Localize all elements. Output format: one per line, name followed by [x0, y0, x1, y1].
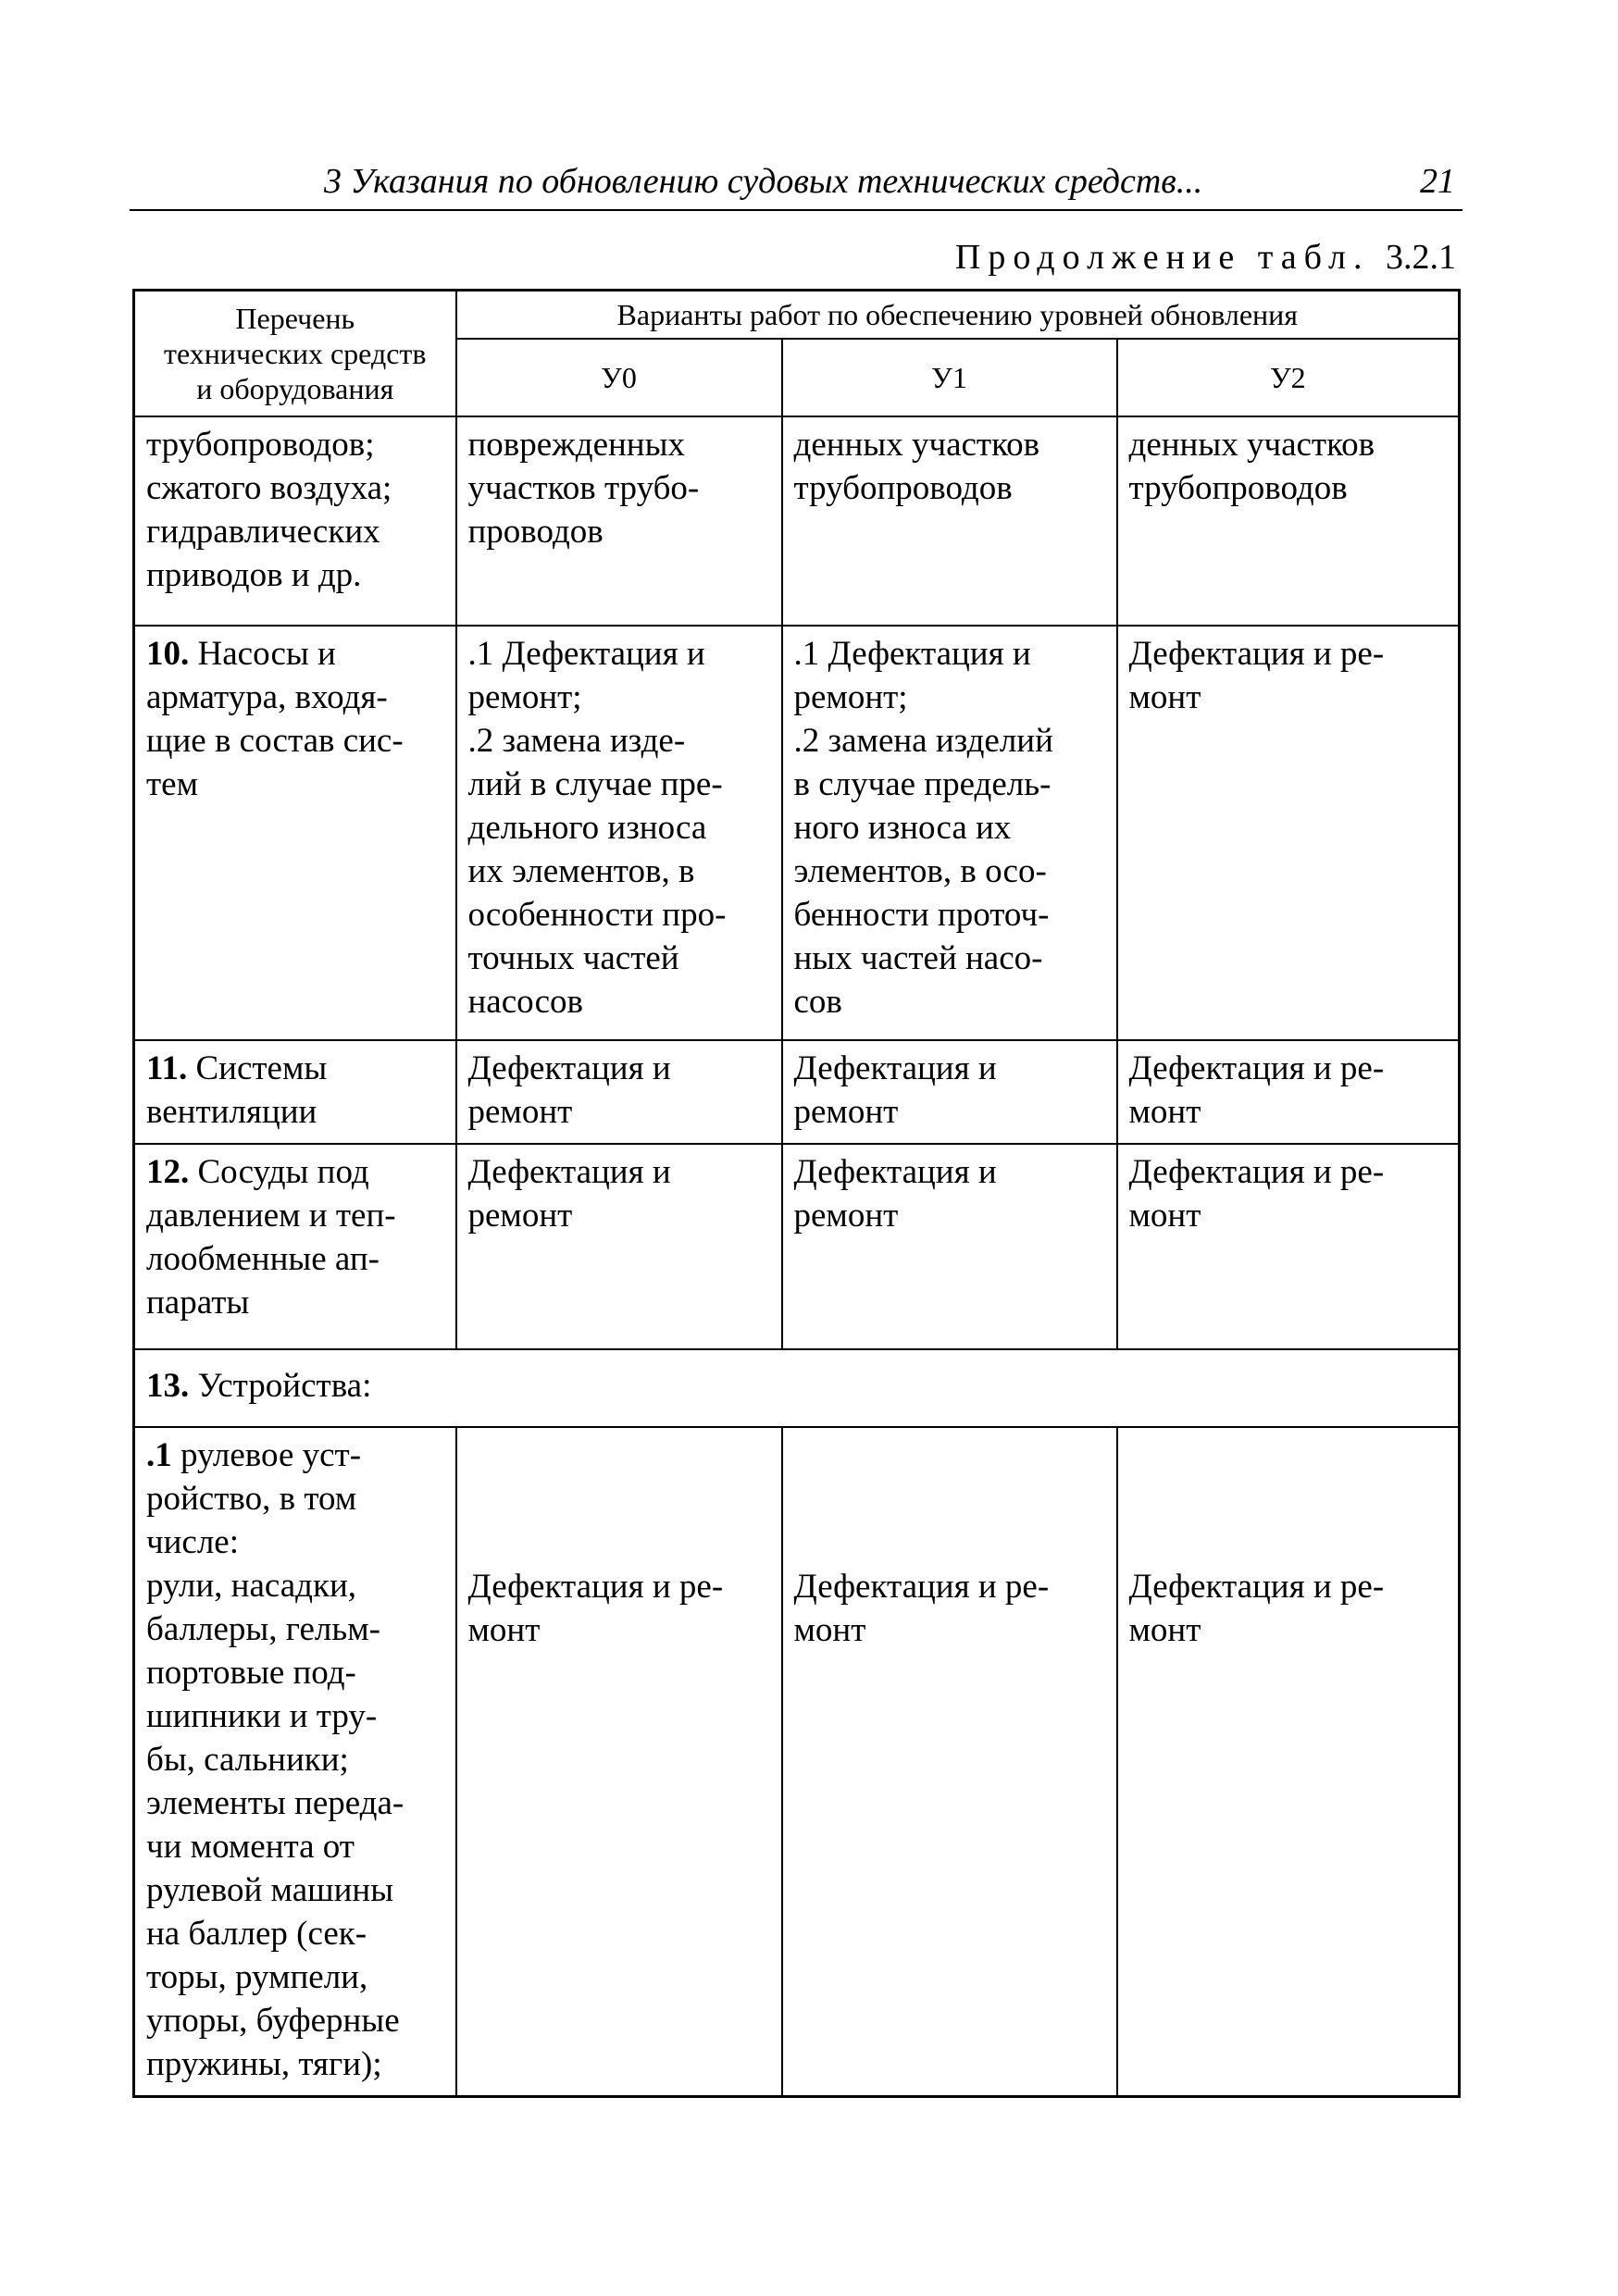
section-number: 13.: [146, 1367, 190, 1405]
col-header-equipment: Перечень технических средств и оборудования: [134, 291, 456, 416]
col-header-u2: У2: [1117, 339, 1460, 416]
u2-cell: Дефектация и ре- монт: [1117, 1144, 1460, 1349]
item-text: Насосы и арматура, входя- щие в состав сис- тем: [146, 634, 404, 803]
section-row: [134, 1349, 1460, 1427]
u1-cell: Дефектация и ре- монт: [782, 1427, 1117, 2097]
running-header-title: 3 Указания по обновлению судовых технических средств...: [324, 162, 1203, 201]
u0-cell: поврежденных участков трубо- проводов: [456, 416, 782, 626]
u0-cell: Дефектация и ремонт: [456, 1040, 782, 1144]
u2-cell: Дефектация и ре- монт: [1117, 1427, 1460, 2097]
u0-cell: .1 Дефектация и ремонт; .2 замена изде- лий в случае пре- дельного износа их элементов, в особенности про- точных частей насосов: [456, 626, 782, 1040]
table-row: [134, 416, 1460, 626]
u0-cell: Дефектация и ремонт: [456, 1144, 782, 1349]
section-cell: [134, 1349, 1460, 1427]
table-row: [134, 1040, 1460, 1144]
u1-cell: Дефектация и ремонт: [782, 1144, 1117, 1349]
table-continuation-label: [955, 237, 1456, 278]
u2-cell: Дефектация и ре- монт: [1117, 626, 1460, 1040]
item-text: Системы вентиляции: [146, 1049, 328, 1131]
item-text: трубопроводов; сжатого воздуха; гидравлических приводов и др.: [146, 425, 392, 594]
renovation-table: [132, 289, 1461, 2098]
continuation-text: Продолжение табл.: [954, 238, 1370, 277]
table-row: [134, 626, 1460, 1040]
col-header-u1: У1: [782, 339, 1117, 416]
table-row: [134, 1144, 1460, 1349]
item-number: 12.: [146, 1152, 190, 1191]
col-header-u0: У0: [456, 339, 782, 416]
u1-cell: .1 Дефектация и ремонт; .2 замена изделий в случае предель- ного износа их элементов, в осо- бенности проточ- ных частей насо- сов: [782, 626, 1117, 1040]
u2-cell: денных участков трубопроводов: [1117, 416, 1460, 626]
col-header-variants: Варианты работ по обеспечению уровней обновления: [456, 291, 1460, 339]
item-number: .1: [146, 1435, 172, 1474]
table-number: 3.2.1: [1386, 238, 1456, 277]
u2-cell: Дефектация и ре- монт: [1117, 1040, 1460, 1144]
u1-cell: Дефектация и ремонт: [782, 1040, 1117, 1144]
page-number: 21: [1420, 162, 1455, 201]
item-cell: [134, 626, 456, 1040]
item-cell: [134, 1040, 456, 1144]
section-label: Устройства:: [189, 1367, 372, 1405]
item-number: 10.: [146, 634, 190, 673]
item-text: Сосуды под давлением и теп- лообменные ап- параты: [146, 1152, 396, 1322]
u0-cell: Дефектация и ре- монт: [456, 1427, 782, 2097]
header-row-1: [134, 291, 1460, 339]
item-cell: [134, 1427, 456, 2097]
item-text: рулевое уст- ройство, в том числе: рули, насадки, баллеры, гельм- портовые под- шипники и тру- бы, сальники; элементы переда- чи момента от рулевой машины на баллер (сек- торы, румпели, упоры, буферные пружины, тяги);: [146, 1435, 404, 2083]
table-row: [134, 1427, 1460, 2097]
item-number: 11.: [146, 1049, 188, 1087]
item-cell: [134, 416, 456, 626]
item-cell: [134, 1144, 456, 1349]
running-header: [130, 157, 1462, 211]
u1-cell: денных участков трубопроводов: [782, 416, 1117, 626]
